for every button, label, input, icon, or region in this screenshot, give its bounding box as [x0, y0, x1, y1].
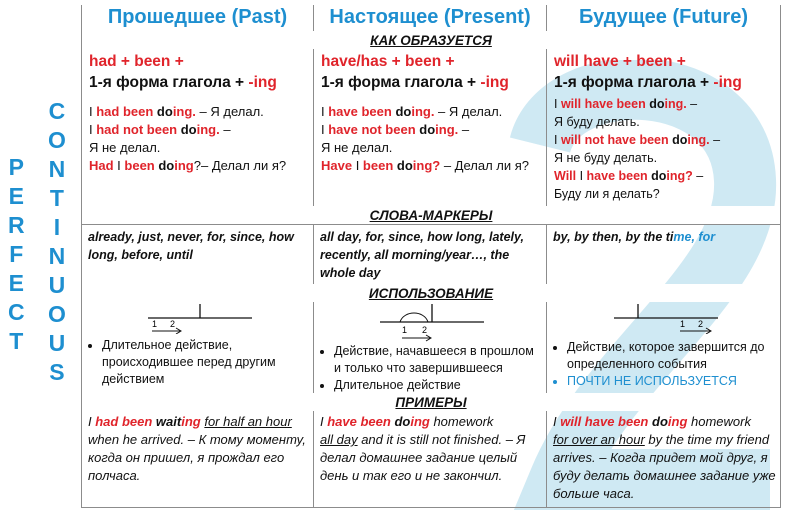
side-letter: E — [8, 270, 24, 296]
translation-text: Я не делал. — [89, 140, 161, 155]
example-future — [553, 413, 777, 503]
side-letter: N — [48, 243, 66, 269]
example-question — [554, 167, 778, 185]
side-word-continuous — [48, 97, 66, 387]
aux-text: been — [362, 158, 394, 173]
side-letter: C — [8, 299, 25, 325]
section-usage — [82, 284, 780, 302]
grid-line — [313, 5, 314, 508]
verb-text: do — [390, 414, 411, 429]
subject-text: I — [553, 414, 561, 429]
verb-text: do — [668, 133, 688, 147]
aux-text: have been — [586, 169, 648, 183]
verb-text: do — [391, 104, 412, 119]
grid-line — [780, 5, 781, 508]
markers-text: me, for — [673, 230, 716, 244]
side-letter: O — [48, 301, 66, 327]
section-examples-label: ПРИМЕРЫ — [395, 394, 467, 410]
verb-text: do — [645, 97, 665, 111]
example-negative: I had not been doing. – — [89, 122, 231, 137]
translation-text: Буду ли я делать? — [554, 187, 660, 201]
timeline-past — [140, 302, 260, 334]
timeline-label: 1 — [152, 319, 158, 329]
section-formation-label: КАК ОБРАЗУЕТСЯ — [370, 32, 492, 48]
example-affirmative: I had been doing. – Я делал. — [89, 104, 264, 119]
translation-text: and it is still not finished. – Я делал домашнее задание целый день и так его и не закончил. — [320, 432, 526, 483]
side-letter: I — [53, 214, 61, 240]
ing-text: ing — [181, 414, 201, 429]
usage-item: • Действие, которое завершится до определенного события — [567, 339, 779, 373]
side-letter: S — [49, 359, 65, 385]
example-negative: I have not been doing. – — [321, 122, 470, 137]
markers-text: by, by then, by the ti — [553, 230, 674, 244]
aux-text: had not been — [96, 122, 178, 137]
grid-line — [546, 5, 547, 508]
formation-present — [321, 51, 543, 175]
markers-past: already, just, never, for, since, how long, before, until — [88, 230, 294, 262]
marker-text: all day — [320, 432, 358, 447]
translation-text: Я буду делать. — [554, 115, 640, 129]
formula-form-suffix: -ing — [480, 74, 509, 91]
aux-text: had been — [95, 414, 153, 429]
object-text: homework — [687, 414, 751, 429]
timeline-label: 1 — [680, 319, 686, 329]
section-markers — [82, 206, 780, 224]
side-letter: N — [48, 156, 66, 182]
ing-text: ing? — [412, 158, 441, 173]
section-formation — [82, 31, 780, 49]
timeline-label: 1 — [402, 325, 408, 335]
side-letter: T — [49, 185, 64, 211]
side-letter: T — [9, 328, 24, 354]
formula-form-suffix: -ing — [713, 74, 742, 91]
verb-text: do — [154, 158, 175, 173]
subject-text: I — [113, 158, 125, 173]
dash-text: – — [219, 122, 231, 137]
timeline-label: 2 — [698, 319, 704, 329]
verb-text: wait — [152, 414, 182, 429]
usage-item: • Действие, начавшееся в прошлом и только что завершившееся — [334, 343, 544, 377]
subject-text: I — [554, 133, 561, 147]
subject-text: I — [576, 169, 587, 183]
ing-text: ing. — [172, 104, 196, 119]
side-word-perfect — [8, 153, 25, 356]
formula-form-text: 1-я форма глагола + — [89, 74, 249, 91]
translation-text: – Я делал. — [195, 104, 264, 119]
dash-text: – — [692, 169, 704, 183]
ing-text: ing — [174, 158, 194, 173]
example-negative — [554, 131, 778, 149]
aux-text: will have been — [560, 414, 649, 429]
markers-future — [553, 228, 777, 246]
header-past: Прошедшее (Past) — [107, 5, 288, 28]
subject-text: I — [88, 414, 96, 429]
formation-past — [89, 51, 311, 175]
ing-text: ing. — [196, 122, 220, 137]
usage-past — [88, 337, 310, 388]
formula-aux: will have + been + — [554, 53, 686, 70]
header-present: Настоящее (Present) — [329, 5, 531, 28]
usage-future — [553, 339, 779, 390]
translation-text: when he arrived. – К тому моменту, когда он пришел, я прождал его полчаса. — [88, 432, 306, 483]
marker-text: for over an hour — [553, 432, 645, 447]
usage-present — [320, 343, 544, 394]
aux-text: will have been — [560, 97, 646, 111]
formula-form-suffix: -ing — [248, 74, 277, 91]
side-letter: U — [48, 272, 66, 298]
usage-item: • Длительное действие, происходившее перед другим действием — [102, 337, 310, 388]
usage-item: • ПОЧТИ НЕ ИСПОЛЬЗУЕТСЯ — [567, 373, 779, 390]
translation-text: – Я делал. — [434, 104, 503, 119]
ing-text: ing. — [435, 122, 459, 137]
example-question — [89, 157, 311, 175]
section-examples — [82, 393, 780, 411]
example-question — [321, 157, 543, 175]
timeline-future — [606, 302, 726, 334]
section-markers-label: СЛОВА-МАРКЕРЫ — [369, 207, 493, 223]
side-letter: E — [8, 183, 24, 209]
grid-line — [81, 224, 781, 225]
aux-text: Had — [89, 158, 114, 173]
subject-text: I — [320, 414, 328, 429]
markers-present: all day, for, since, how long, lately, recently, all morning/year…, the whole day — [320, 230, 524, 280]
ing-text: ing. — [687, 133, 710, 147]
example-present — [320, 413, 542, 485]
ing-text: ing. — [411, 104, 435, 119]
dash-text: – — [458, 122, 470, 137]
object-text: homework — [429, 414, 494, 429]
aux-text: been — [124, 158, 155, 173]
verb-text: do — [153, 104, 173, 119]
verb-text: do — [393, 158, 413, 173]
grid-line — [81, 5, 82, 508]
aux-text: had been — [96, 104, 154, 119]
ing-text: ing. — [664, 97, 687, 111]
aux-text: have been — [328, 104, 392, 119]
verb-text: do — [177, 122, 197, 137]
side-letter: U — [48, 330, 66, 356]
formula-form-text: 1-я форма глагола + — [321, 74, 481, 91]
marker-text: for half an hour — [204, 414, 292, 429]
translation-text: Я не буду делать. — [554, 151, 658, 165]
timeline-label: 2 — [422, 325, 428, 335]
aux-text: have not been — [328, 122, 416, 137]
timeline-label: 2 — [170, 319, 176, 329]
aux-text: Will — [554, 169, 577, 183]
example-past — [88, 413, 306, 485]
verb-text: do — [648, 414, 668, 429]
dash-text: – — [709, 133, 721, 147]
subject-text: I — [352, 158, 363, 173]
usage-item: • Длительное действие — [334, 377, 544, 394]
translation-text: – Делал ли я? — [440, 158, 530, 173]
translation-text: by the time my friend arrives. – Когда придет мой друг, я буду делать домашнее задание уже больше часа. — [553, 432, 776, 501]
grid-line — [81, 507, 781, 508]
translation-text: ?– Делал ли я? — [193, 158, 287, 173]
formula-aux: have/has + been + — [321, 53, 455, 70]
verb-text: do — [415, 122, 436, 137]
timeline-present — [372, 302, 492, 342]
formula-form — [554, 72, 778, 93]
side-letter: O — [48, 127, 66, 153]
formation-future — [554, 51, 778, 203]
formula-aux: had + been + — [89, 53, 184, 70]
side-letter: C — [48, 98, 66, 124]
aux-text: Have — [321, 158, 353, 173]
header-future: Будущее (Future) — [578, 5, 748, 28]
ing-text: ing — [667, 414, 688, 429]
example-affirmative — [554, 95, 778, 113]
aux-text: have been — [327, 414, 391, 429]
example-affirmative: I have been doing. – Я делал. — [321, 104, 503, 119]
translation-text: Я не делал. — [321, 140, 393, 155]
verb-text: do — [647, 169, 667, 183]
side-letter: R — [8, 212, 25, 238]
aux-text: will not have been — [560, 133, 669, 147]
side-letter: P — [8, 154, 24, 180]
side-letter: F — [9, 241, 24, 267]
formula-form — [321, 72, 543, 93]
formula-form — [89, 72, 311, 93]
dash-text: – — [686, 97, 698, 111]
section-usage-label: ИСПОЛЬЗОВАНИЕ — [368, 285, 494, 301]
formula-form-text: 1-я форма глагола + — [554, 74, 714, 91]
subject-text: I — [554, 97, 561, 111]
ing-text: ing? — [666, 169, 693, 183]
ing-text: ing — [410, 414, 430, 429]
